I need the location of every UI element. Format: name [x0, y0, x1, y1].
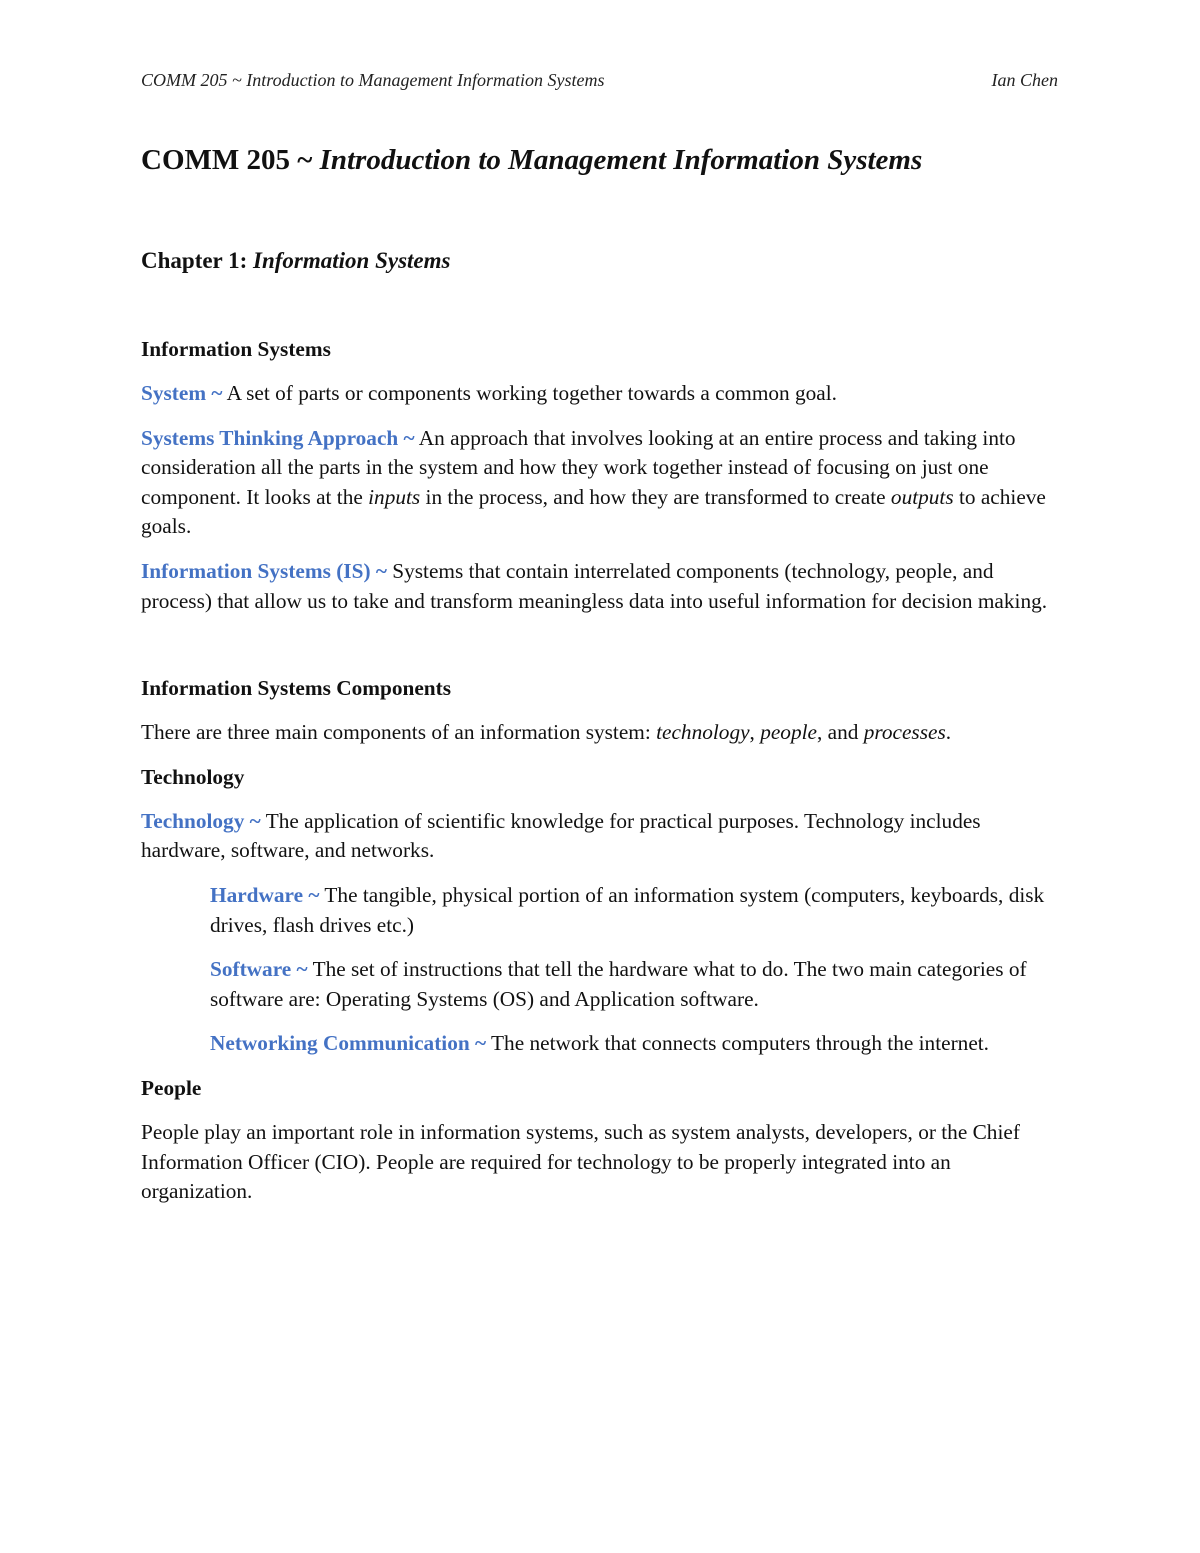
emphasis-processes: processes — [863, 720, 946, 745]
definition-text: An approach that involves looking at an entire process and taking into consideration all the parts in the system and how they work together instead of focusing on just one component. It looks at the — [141, 425, 1016, 509]
title-course-code: COMM 205 ~ — [141, 144, 320, 176]
definition-text: The application of scientific knowledge for practical purposes. Technology includes hardware, software, and networks. — [141, 808, 981, 863]
term-hardware: Hardware ~ — [210, 882, 320, 907]
definition-software — [210, 955, 1061, 1014]
term-software: Software ~ — [210, 957, 308, 982]
definition-text: The set of instructions that tell the hardware what to do. The two main categories of software are: Operating Systems (OS) and Application software. — [210, 957, 1027, 1011]
emphasis-outputs: outputs — [890, 484, 954, 509]
section-heading-is-components: Information Systems Components — [141, 676, 452, 701]
definition-text: in the process, and how they are transformed to create — [420, 484, 891, 509]
intro-text: , — [749, 720, 761, 745]
term-networking: Networking Communication ~ — [210, 1031, 487, 1056]
emphasis-inputs: inputs — [368, 484, 421, 509]
definition-text: Systems that contain interrelated components (technology, people, and process) that allow us to take and transform meaningless data into useful information for decision making. — [141, 558, 1048, 613]
paragraph-people: People play an important role in information systems, such as system analysts, developers, or the Chief Information Officer (CIO). People are required for technology to be properly integrated into an organization. — [141, 1119, 1020, 1204]
subheading-technology: Technology — [141, 764, 245, 789]
intro-text: There are three main components of an information system: — [141, 720, 657, 745]
section-heading-information-systems: Information Systems — [141, 337, 331, 361]
emphasis-people: people — [760, 720, 817, 745]
chapter-heading — [141, 244, 1061, 278]
definition-system — [141, 379, 1061, 409]
definition-text: The network that connects computers through the internet. — [486, 1031, 990, 1056]
definition-systems-thinking — [141, 424, 1061, 542]
term-information-systems: Information Systems (IS) ~ — [141, 558, 387, 583]
document-body — [141, 138, 1061, 1207]
running-header — [141, 70, 1058, 94]
chapter-label: Chapter 1: — [141, 248, 254, 273]
definition-text: to achieve goals. — [141, 484, 1046, 539]
intro-text: , and — [816, 720, 864, 745]
components-intro — [141, 718, 1061, 748]
subheading-people: People — [141, 1075, 202, 1100]
document-title — [141, 138, 1061, 182]
header-course-title: COMM 205 ~ Introduction to Management Information Systems — [141, 70, 605, 90]
chapter-name: Information Systems — [253, 248, 451, 273]
term-systems-thinking: Systems Thinking Approach ~ — [141, 425, 415, 450]
title-course-name: Introduction to Management Information Systems — [319, 144, 923, 176]
emphasis-technology: technology — [656, 720, 750, 745]
definition-text: The tangible, physical portion of an information system (computers, keyboards, disk drives, flash drives etc.) — [210, 882, 1045, 937]
definition-text: A set of parts or components working together towards a common goal. — [222, 381, 837, 405]
definition-information-systems — [141, 557, 1061, 616]
definition-technology — [141, 807, 1061, 866]
intro-text: . — [945, 720, 952, 745]
header-author: Ian Chen — [991, 70, 1058, 90]
term-technology: Technology ~ — [141, 808, 261, 833]
definition-networking — [210, 1029, 1061, 1059]
definition-hardware — [210, 881, 1061, 940]
term-system: System ~ — [141, 381, 223, 405]
